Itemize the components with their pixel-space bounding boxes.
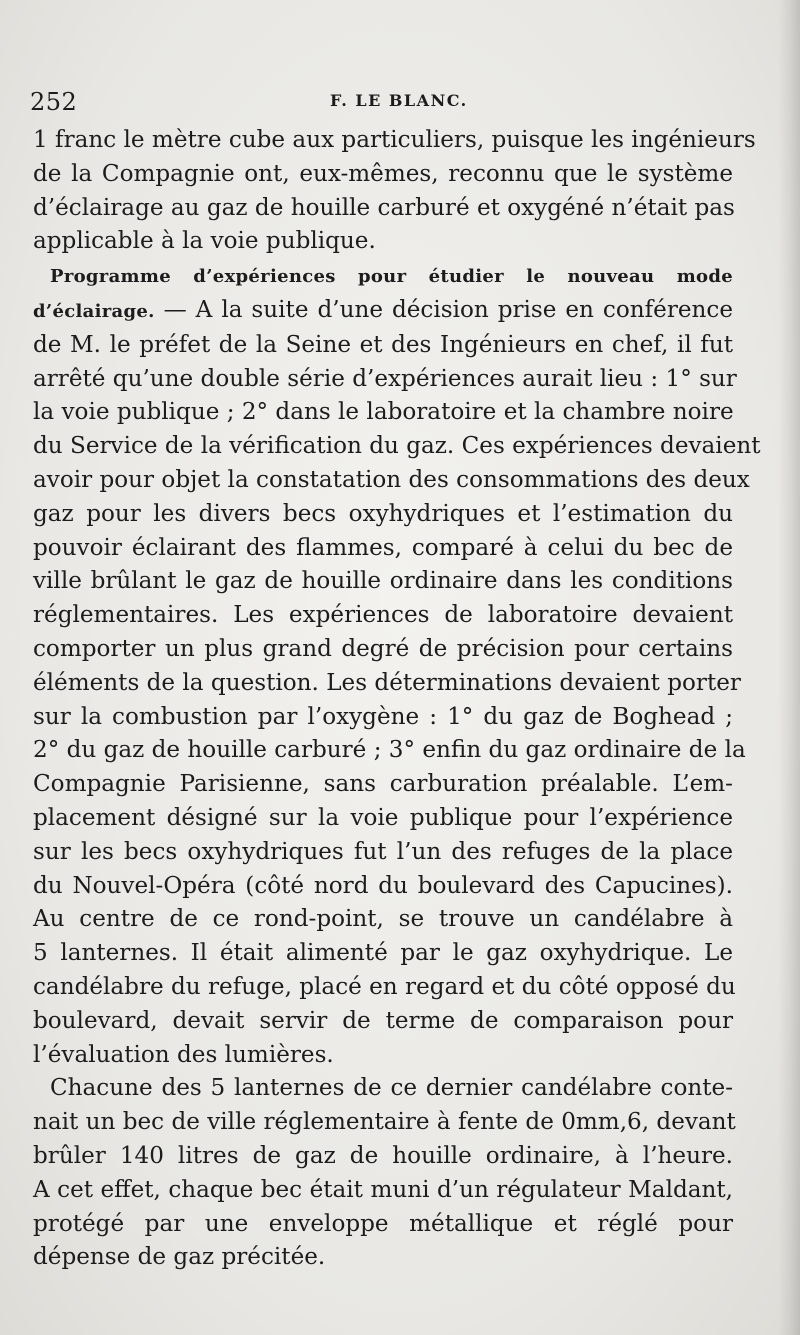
text-line: réglementaires. Les expériences de laboratoire devaient: [33, 602, 733, 629]
section-heading: Programme d’expériences pour étudier le nouveau mode: [50, 266, 733, 288]
text-line: dépense de gaz précitée.: [33, 1244, 326, 1271]
text-line: pouvoir éclairant des flammes, comparé à celui du bec de: [33, 534, 733, 561]
section-heading-end: d’éclairage.: [33, 300, 155, 322]
text-line: boulevard, devait servir de terme de comparaison pour: [33, 1007, 733, 1034]
body-text: [33, 124, 761, 1275]
text-line: 5 lanternes. Il était alimenté par le gaz oxyhydrique. Le: [33, 940, 733, 967]
text-line: arrêté qu’une double série d’expériences aurait lieu : 1° sur: [33, 365, 737, 392]
text-line: sur les becs oxyhydriques fut l’un des refuges de la place: [33, 838, 733, 865]
text-line: sur la combustion par l’oxygène : 1° du gaz de Boghead ;: [33, 703, 733, 730]
text-line: du Nouvel-Opéra (côté nord du boulevard des Capucines).: [33, 872, 733, 899]
text-line: applicable à la voie publique.: [33, 228, 376, 255]
text-line: A cet effet, chaque bec était muni d’un régulateur Maldant,: [33, 1176, 733, 1203]
running-title: F. LE BLANC.: [330, 91, 468, 110]
text-line: gaz pour les divers becs oxyhydriques et l’estimation du: [33, 500, 733, 527]
text-line: protégé par une enveloppe métallique et réglé pour: [33, 1210, 733, 1237]
page-gutter-shadow: [778, 0, 800, 1335]
text-line: ville brûlant le gaz de houille ordinaire dans les conditions: [33, 568, 733, 595]
page-header: [30, 88, 730, 118]
text-line: [33, 294, 733, 329]
text-line: 2° du gaz de houille carburé ; 3° enfin du gaz ordinaire de la: [33, 737, 746, 764]
text-line: du Service de la vérification du gaz. Ces expériences devaient: [33, 433, 761, 460]
text-line: éléments de la question. Les déterminations devaient porter: [33, 669, 741, 696]
section-heading-line: [33, 259, 733, 294]
text-run: — A la suite d’une décision prise en conférence: [154, 296, 733, 323]
text-line: l’évaluation des lumières.: [33, 1041, 334, 1068]
text-line: placement désigné sur la voie publique pour l’expérience: [33, 804, 733, 831]
page-number: 252: [30, 88, 78, 116]
text-line: de M. le préfet de la Seine et des Ingénieurs en chef, il fut: [33, 331, 733, 358]
text-line: 1 franc le mètre cube aux particuliers, puisque les ingénieurs: [33, 127, 756, 153]
text-line: brûler 140 litres de gaz de houille ordinaire, à l’heure.: [33, 1142, 733, 1169]
text-line: nait un bec de ville réglementaire à fente de 0mm,6, devant: [33, 1109, 736, 1136]
text-line: Compagnie Parisienne, sans carburation préalable. L’em-: [33, 771, 733, 798]
text-line: la voie publique ; 2° dans le laboratoire et la chambre noire: [33, 399, 734, 426]
text-line: comporter un plus grand degré de précision pour certains: [33, 635, 733, 662]
text-line: candélabre du refuge, placé en regard et du côté opposé du: [33, 973, 736, 1000]
text-line: Chacune des 5 lanternes de ce dernier candélabre conte-: [50, 1075, 733, 1102]
text-line: avoir pour objet la constatation des consommations des deux: [33, 466, 750, 493]
text-line: de la Compagnie ont, eux-mêmes, reconnu que le système: [33, 160, 733, 187]
text-line: d’éclairage au gaz de houille carburé et oxygéné n’était pas: [33, 194, 735, 221]
text-line: Au centre de ce rond-point, se trouve un candélabre à: [33, 906, 733, 933]
